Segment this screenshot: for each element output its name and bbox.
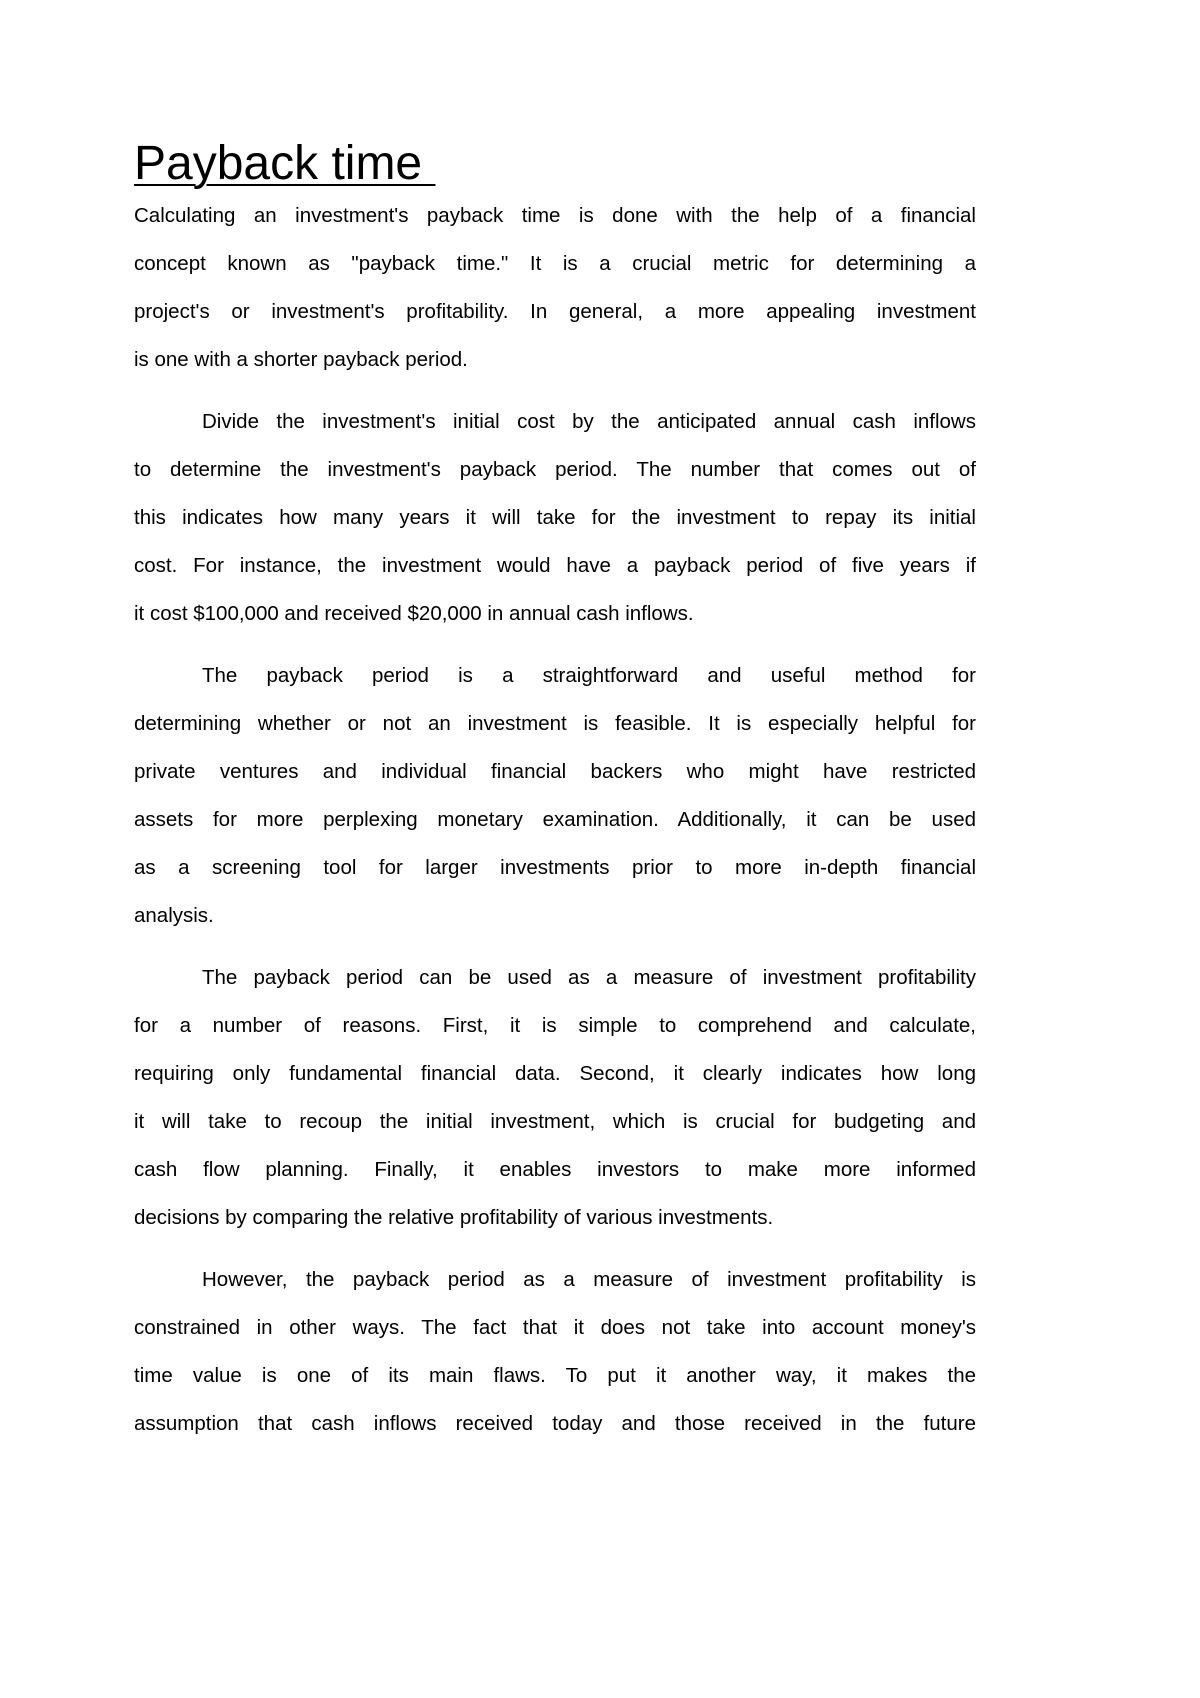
text-line: The payback period is a straightforward and useful method for xyxy=(202,664,976,687)
document-title: Payback time xyxy=(134,137,436,190)
text-line: The payback period can be used as a measure of investment profitability xyxy=(202,966,976,989)
text-line: cash flow planning. Finally, it enables investors to make more informed xyxy=(134,1158,976,1181)
text-line: Divide the investment's initial cost by the anticipated annual cash inflows xyxy=(202,410,976,433)
text-line: analysis. xyxy=(134,904,214,927)
text-line: However, the payback period as a measure of investment profitability is xyxy=(202,1268,976,1291)
text-line: constrained in other ways. The fact that it does not take into account money's xyxy=(134,1316,976,1339)
text-line: for a number of reasons. First, it is simple to comprehend and calculate, xyxy=(134,1014,976,1037)
text-line: time value is one of its main flaws. To put it another way, it makes the xyxy=(134,1364,976,1387)
document-body xyxy=(134,192,976,1448)
text-line: requiring only fundamental financial data. Second, it clearly indicates how long xyxy=(134,1062,976,1085)
text-line: this indicates how many years it will take for the investment to repay its initial xyxy=(134,506,976,529)
text-line: to determine the investment's payback period. The number that comes out of xyxy=(134,458,976,481)
text-line: assets for more perplexing monetary examination. Additionally, it can be used xyxy=(134,808,976,831)
text-line: assumption that cash inflows received today and those received in the future xyxy=(134,1412,976,1435)
text-line: decisions by comparing the relative profitability of various investments. xyxy=(134,1206,774,1229)
paragraph xyxy=(134,398,976,638)
text-line: private ventures and individual financial backers who might have restricted xyxy=(134,760,976,783)
text-line: determining whether or not an investment is feasible. It is especially helpful for xyxy=(134,712,976,735)
paragraph xyxy=(134,1256,976,1448)
text-line: cost. For instance, the investment would have a payback period of five years if xyxy=(134,554,976,577)
text-line: it will take to recoup the initial investment, which is crucial for budgeting and xyxy=(134,1110,976,1133)
text-line: as a screening tool for larger investments prior to more in-depth financial xyxy=(134,856,976,879)
text-line: it cost $100,000 and received $20,000 in annual cash inflows. xyxy=(134,602,694,625)
text-line: project's or investment's profitability. In general, a more appealing investment xyxy=(134,300,976,323)
text-line: is one with a shorter payback period. xyxy=(134,348,468,371)
document-page xyxy=(134,136,976,1462)
text-line: Calculating an investment's payback time is done with the help of a financial xyxy=(134,204,976,227)
text-line: concept known as "payback time." It is a crucial metric for determining a xyxy=(134,252,976,275)
paragraph xyxy=(134,652,976,940)
paragraph xyxy=(134,954,976,1242)
paragraph xyxy=(134,192,976,384)
